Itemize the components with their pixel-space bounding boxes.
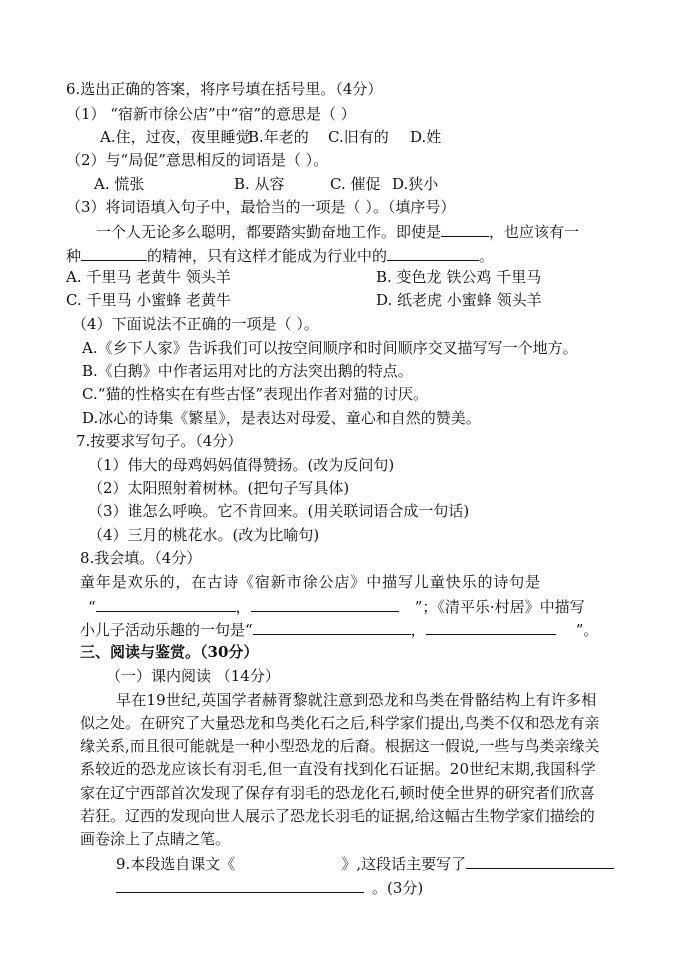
q7-item: （1）伟大的母鸡妈妈值得赞扬。(改为反问句) [88, 456, 395, 474]
blank-3[interactable] [387, 245, 479, 261]
para-text: ，也应该有一 [489, 223, 580, 241]
q9-prefix: 9.本段选自课文《 [116, 855, 236, 873]
q7-item: （3）谁怎么呼唤。它不肯回来。(用关联词语合成一句话) [88, 502, 470, 520]
quote-open: “ [88, 598, 96, 616]
passage-line: 家在辽宁西部首次发现了保存有羽毛的恐龙化石,顿时使全世界的研究者们欣喜 [80, 784, 595, 802]
q6-s3-opt-d: D. 纸老虎 小蜜蜂 领头羊 [376, 291, 542, 309]
q9-middle: 》,这段话主要写了 [341, 855, 467, 873]
section3-subtitle: （一）课内阅读 （14分） [106, 667, 280, 685]
passage-line: 画卷涂上了点睛之笔。 [80, 830, 231, 848]
q8-line2 [88, 596, 585, 617]
blank-summary-1[interactable] [466, 853, 614, 869]
q9-line1 [116, 853, 614, 874]
q6-s3-para-line2 [66, 245, 494, 266]
passage-line: 缘关系,而且很可能就是一种小型恐龙的后裔。根据这一假说,一些与鸟类亲缘关 [80, 737, 600, 755]
q6-s2-stem: （2）与“局促”意思相反的词语是（ ）。 [66, 151, 329, 169]
q6-s1-options [100, 127, 620, 147]
option: B. 从容 [234, 175, 285, 193]
q6-s4-opt-b: B.《白鹅》中作者运用对比的方法突出鹅的特点。 [82, 362, 413, 380]
q7-item: （4）三月的桃花水。(改为比喻句) [88, 526, 320, 544]
q6-s3-opt-a: A. 千里马 老黄牛 领头羊 [66, 268, 231, 286]
option: C. 催促 [330, 175, 381, 193]
blank-summary-2[interactable] [116, 877, 364, 893]
option: C.旧有的 [328, 128, 389, 146]
q6-s4-opt-d: D.冰心的诗集《繁星》，是表达对母爱、童心和自然的赞美。 [82, 409, 481, 427]
comma: ， [235, 598, 251, 616]
q6-s3-para-line1 [96, 221, 579, 242]
para-text: 的精神，只有这样才能成为行业中的 [147, 247, 388, 265]
blank-2[interactable] [81, 245, 147, 261]
blank-1[interactable] [441, 221, 489, 237]
q8-line1: 童年是欢乐的，在古诗《宿新市徐公店》中描写儿童快乐的诗句是 [80, 573, 542, 591]
quote-close: ”。 [575, 621, 599, 639]
para-text: 。 [479, 247, 495, 265]
para-text: 一个人无论多么聪明，都要踏实勤奋地工作。即使是 [96, 223, 442, 241]
q7-title: 7.按要求写句子。（4分） [76, 432, 243, 450]
q8-line3-head: 小儿子活动乐趣的一句是“ [80, 621, 253, 639]
passage-line: 似之处。在研究了大量恐龙和鸟类化石之后,科学家们提出,鸟类不仅和恐龙有亲 [80, 714, 600, 732]
passage-line: 若狂。辽西的发现向世人展示了恐龙长羽毛的证据,给这幅古生物学家们描绘的 [80, 807, 595, 825]
q9-tail: 。(3分) [372, 879, 424, 897]
blank-poem-3[interactable] [253, 619, 411, 635]
q6-s3-stem: （3）将词语填入句子中，最恰当的一项是（ ）。（填序号） [66, 198, 456, 216]
q6-s2-options [94, 174, 438, 194]
q6-s4-opt-c: C.“猫的性格实在有些古怪”表现出作者对猫的讨厌。 [82, 385, 429, 403]
q8-line3 [80, 619, 598, 640]
option: B.年老的 [248, 128, 309, 146]
q6-s4-opt-a: A.《乡下人家》告诉我们可以按空间顺序和时间顺序交叉描写写一个地方。 [82, 339, 578, 357]
q6-title: 6.选出正确的答案，将序号填在括号里。（4分） [66, 80, 383, 98]
q6-s3-opt-b: B. 变色龙 铁公鸡 千里马 [376, 268, 542, 286]
option: D.姓 [410, 128, 442, 146]
q8-title: 8.我会填。（4分） [80, 549, 202, 567]
q8-line2-tail: ”；《清平乐·村居》中描写 [414, 598, 585, 616]
q6-s3-opt-c: C. 千里马 小蜜蜂 老黄牛 [66, 291, 232, 309]
blank-poem-4[interactable] [426, 619, 556, 635]
q7-item: （2）太阳照射着树林。(把句子写具体) [88, 479, 350, 497]
blank-poem-2[interactable] [251, 596, 399, 612]
option: D.狭小 [392, 175, 439, 193]
q6-s4-stem: （4）下面说法不正确的一项是（ ）。 [72, 315, 319, 333]
blank-poem-1[interactable] [96, 596, 236, 612]
passage-line: 系较近的恐龙应该长有羽毛,但一直没有找到化石证据。20世纪末期,我国科学 [80, 760, 596, 778]
q6-s1-stem: （1） “宿新市徐公店”中“宿”的意思是（ ） [66, 105, 356, 123]
section3-title: 三、阅读与鉴赏。（30分） [80, 643, 259, 661]
option: A.住，过夜，夜里睡觉 [100, 128, 251, 146]
q9-line2 [116, 877, 423, 898]
passage-line: 早在19世纪,英国学者赫胥黎就注意到恐龙和鸟类在骨骼结构上有许多相 [116, 691, 597, 709]
option: A. 慌张 [94, 175, 145, 193]
para-text: 种 [66, 247, 82, 265]
comma: ， [410, 621, 426, 639]
